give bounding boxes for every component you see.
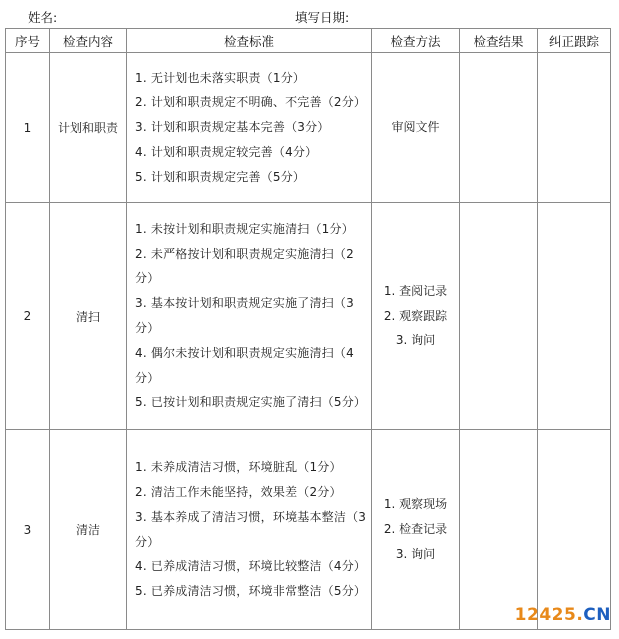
watermark-dot: . xyxy=(576,605,584,625)
standard-item: 5. 已按计划和职责规定实施了清扫（5分） xyxy=(135,395,367,410)
inspection-table xyxy=(5,28,611,630)
standard-item: 1. 无计划也未落实职责（1分） xyxy=(135,70,306,85)
method-item: 1. 查阅记录 xyxy=(383,283,448,298)
watermark-number: 12425 xyxy=(514,605,577,625)
row-number: 2 xyxy=(6,203,50,430)
row-methods xyxy=(372,430,460,630)
standard-item: 1. 未按计划和职责规定实施清扫（1分） xyxy=(135,221,354,236)
row-result-cell[interactable] xyxy=(460,203,538,430)
standard-item: 3. 基本按计划和职责规定实施了清扫（3分） xyxy=(135,296,354,335)
standard-item: 2. 清洁工作未能坚持，效果差（2分） xyxy=(135,484,342,499)
row-tracking-cell[interactable] xyxy=(538,203,611,430)
row-tracking-cell[interactable] xyxy=(538,430,611,630)
row-tracking-cell[interactable] xyxy=(538,53,611,203)
standard-item: 1. 未养成清洁习惯，环境脏乱（1分） xyxy=(135,460,342,475)
standard-item: 4. 计划和职责规定较完善（4分） xyxy=(135,144,318,159)
row-result-cell[interactable] xyxy=(460,53,538,203)
standard-item: 2. 计划和职责规定不明确、不完善（2分） xyxy=(135,95,367,110)
row-standards xyxy=(127,53,372,203)
col-header-standard: 检查标准 xyxy=(127,29,372,53)
method-item: 2. 观察跟踪 xyxy=(383,308,448,323)
method-item: 3. 询问 xyxy=(395,333,436,348)
table-row xyxy=(6,430,611,630)
table-row xyxy=(6,203,611,430)
watermark-cn: CN xyxy=(583,605,611,625)
method-item: 2. 检查记录 xyxy=(383,522,448,537)
method-item: 审阅文件 xyxy=(391,120,440,135)
table-header-row xyxy=(6,29,611,53)
col-header-content: 检查内容 xyxy=(50,29,127,53)
standard-item: 4. 偶尔未按计划和职责规定实施清扫（4分） xyxy=(135,345,354,385)
standard-item: 5. 计划和职责规定完善（5分） xyxy=(135,169,306,184)
standard-item: 5. 已养成清洁习惯，环境非常整洁（5分） xyxy=(135,584,367,599)
row-content-text: 计划和职责 xyxy=(58,120,119,135)
standard-item: 3. 计划和职责规定基本完善（3分） xyxy=(135,120,330,135)
row-number: 3 xyxy=(6,430,50,630)
row-content: 清洁 xyxy=(50,430,127,630)
row-methods xyxy=(372,53,460,203)
method-item: 3. 询问 xyxy=(395,546,436,561)
row-methods xyxy=(372,203,460,430)
date-label: 填写日期: xyxy=(295,10,350,25)
site-watermark xyxy=(515,605,611,625)
standard-item: 3. 基本养成了清洁习惯，环境基本整洁（3分） xyxy=(135,509,367,549)
row-result-cell[interactable] xyxy=(460,430,538,630)
row-standards xyxy=(127,430,372,630)
name-label: 姓名: xyxy=(28,10,58,25)
col-header-tracking: 纠正跟踪 xyxy=(538,29,611,53)
row-content xyxy=(50,53,127,203)
standard-item: 4. 已养成清洁习惯，环境比较整洁（4分） xyxy=(135,559,367,574)
method-item: 1. 观察现场 xyxy=(383,497,448,512)
form-header xyxy=(0,8,619,26)
row-standards xyxy=(127,203,372,430)
col-header-method: 检查方法 xyxy=(372,29,460,53)
row-content: 清扫 xyxy=(50,203,127,430)
col-header-no: 序号 xyxy=(6,29,50,53)
col-header-result: 检查结果 xyxy=(460,29,538,53)
standard-item: 2. 未严格按计划和职责规定实施清扫（2分） xyxy=(135,246,354,286)
table-row xyxy=(6,53,611,203)
row-number: 1 xyxy=(6,53,50,203)
